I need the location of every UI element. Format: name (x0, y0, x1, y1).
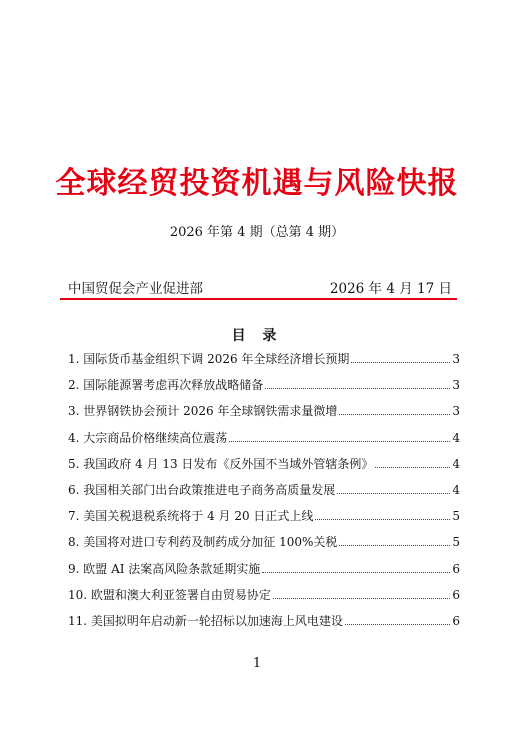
toc-leader (265, 388, 450, 389)
toc-item[interactable] (68, 507, 460, 533)
toc-item-page: 4 (452, 430, 460, 445)
toc-leader (273, 598, 450, 599)
toc-leader (351, 362, 450, 363)
toc-item[interactable] (68, 350, 460, 376)
header-divider (60, 298, 457, 300)
toc-heading: 目 录 (231, 328, 283, 344)
toc-leader (375, 467, 450, 468)
issue-number: 2026 年第 4 期（总第 4 期） (169, 225, 345, 240)
toc-item-page: 4 (452, 482, 460, 497)
toc-item[interactable] (68, 429, 460, 455)
toc-item[interactable] (68, 612, 460, 638)
toc-item-label: 1. 国际货币基金组织下调 2026 年全球经济增长预期 (68, 352, 350, 366)
toc-item[interactable] (68, 586, 460, 612)
toc-item[interactable] (68, 533, 460, 559)
toc-item-page: 5 (452, 535, 460, 550)
toc-leader (229, 441, 450, 442)
page-number: 1 (252, 656, 262, 671)
toc-item-page: 3 (452, 352, 460, 366)
toc-leader (315, 519, 450, 520)
toc-leader (339, 545, 450, 546)
publish-date: 2026 年 4 月 17 日 (329, 281, 452, 297)
table-of-contents (68, 350, 460, 638)
toc-item-label: 2. 国际能源署考虑再次释放战略储备 (68, 378, 264, 393)
toc-item-label: 8. 美国将对进口专利药及制药成分加征 100%关税 (68, 535, 338, 550)
toc-item[interactable] (68, 376, 460, 402)
toc-leader (337, 493, 450, 494)
toc-item-label: 5. 我国政府 4 月 13 日发布《反外国不当域外管辖条例》 (68, 456, 374, 471)
toc-item-label: 3. 世界钢铁协会预计 2026 年全球钢铁需求量微增 (68, 404, 338, 419)
toc-item-page: 4 (452, 456, 460, 471)
organization-name: 中国贸促会产业促进部 (68, 281, 203, 297)
toc-leader (339, 414, 450, 415)
toc-item-page: 5 (452, 509, 460, 524)
toc-item-page: 6 (452, 587, 460, 602)
toc-item-page: 6 (452, 613, 460, 628)
toc-item-page: 3 (452, 404, 460, 419)
toc-item-label: 9. 欧盟 AI 法案高风险条款延期实施 (68, 561, 261, 576)
toc-item[interactable] (68, 560, 460, 586)
toc-item-label: 11. 美国拟明年启动新一轮招标以加速海上风电建设 (68, 613, 343, 628)
toc-item-label: 10. 欧盟和澳大利亚签署自由贸易协定 (68, 587, 271, 602)
toc-item-label: 7. 美国关税退税系统将于 4 月 20 日正式上线 (68, 509, 314, 524)
toc-leader (262, 572, 450, 573)
toc-item-page: 6 (452, 561, 460, 576)
toc-item-label: 4. 大宗商品价格继续高位震荡 (68, 430, 228, 445)
toc-item[interactable] (68, 402, 460, 428)
toc-item-page: 3 (452, 378, 460, 393)
report-title: 全球经贸投资机遇与风险快报 (55, 166, 459, 201)
toc-item-label: 6. 我国相关部门出台政策推进电子商务高质量发展 (68, 482, 336, 497)
toc-item[interactable] (68, 455, 460, 481)
toc-leader (345, 624, 450, 625)
toc-item[interactable] (68, 481, 460, 507)
